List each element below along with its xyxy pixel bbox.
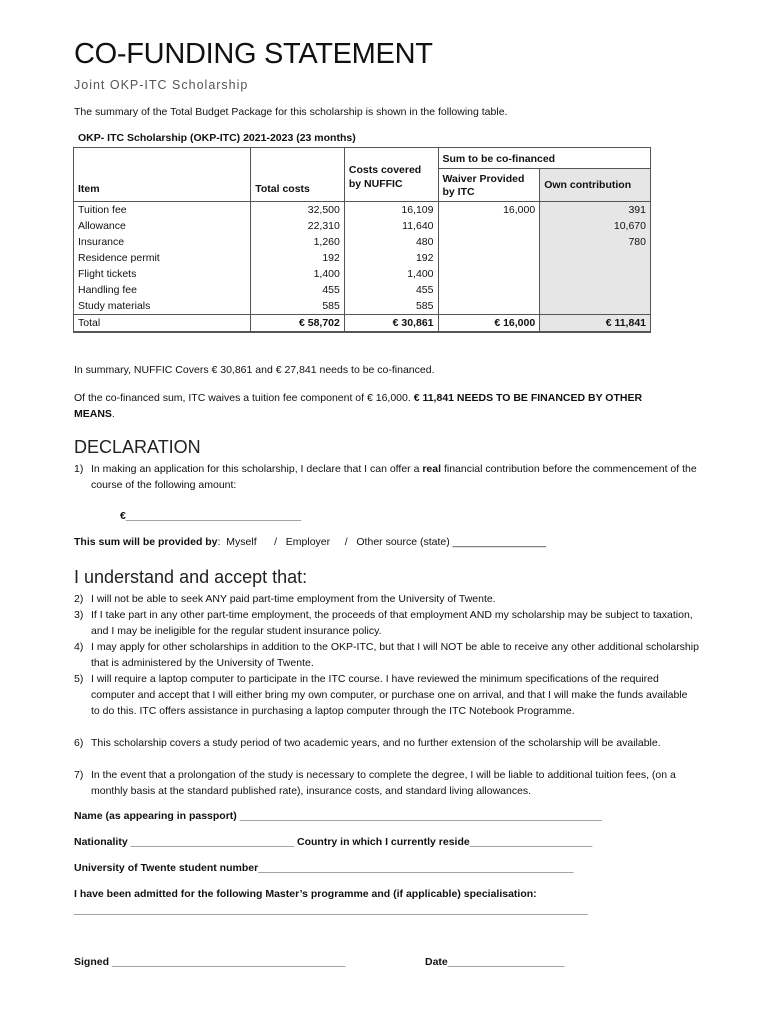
total-own-value: € 11,841 xyxy=(540,315,651,333)
list-number: 1) xyxy=(74,463,84,475)
header-nuffic: Costs covered by NUFFIC xyxy=(344,148,438,202)
header-cofinanced: Sum to be co-financed xyxy=(438,148,651,169)
nationality-field[interactable]: Nationality ____________________________ Country in which I currently reside_____________________ xyxy=(74,836,593,848)
table-row xyxy=(74,218,651,234)
cell-item: Allowance xyxy=(74,218,251,234)
page-title: CO-FUNDING STATEMENT xyxy=(74,38,433,70)
list-number: 6) xyxy=(74,737,84,749)
programme-label: I have been admitted for the following Master’s programme and (if applicable) specialisation: xyxy=(74,888,537,900)
header-total: Total costs xyxy=(251,148,345,202)
table-caption: OKP- ITC Scholarship (OKP-ITC) 2021-2023 (23 months) xyxy=(78,132,356,144)
student-number-field[interactable]: University of Twente student number______________________________________________________ xyxy=(74,862,574,874)
cell-own: 10,670 xyxy=(540,218,651,234)
accept-item xyxy=(74,767,699,799)
cell-own: 780 xyxy=(540,234,651,250)
cell-item: Flight tickets xyxy=(74,266,251,282)
header-own: Own contribution xyxy=(540,169,651,202)
cell-total: 32,500 xyxy=(251,202,345,219)
page-subtitle: Joint OKP-ITC Scholarship xyxy=(74,78,249,92)
summary-financing xyxy=(74,390,684,422)
accept-text: In the event that a prolongation of the study is necessary to complete the degree, I will be liable to additional tuition fees, (on a monthly basis at the standard published rate), insurance costs, and standard living allowances. xyxy=(91,769,676,797)
programme-field[interactable]: ________________________________________________________________________________________ xyxy=(74,904,588,916)
cell-item: Study materials xyxy=(74,298,251,315)
list-number: 4) xyxy=(74,641,84,653)
total-label: Total xyxy=(74,315,251,333)
header-item: Item xyxy=(74,148,251,202)
accept-text: If I take part in any other part-time employment, the proceeds of that employment AND my scholarship may be subject to taxation, and I may be ineligible for the regular student insurance policy. xyxy=(91,609,693,637)
intro-text: The summary of the Total Budget Package for this scholarship is shown in the following table. xyxy=(74,106,508,118)
accept-item xyxy=(74,591,699,607)
cell-waiver xyxy=(438,234,540,250)
declaration-heading: DECLARATION xyxy=(74,437,201,457)
cell-waiver: 16,000 xyxy=(438,202,540,219)
declaration-text: In making an application for this scholarship, I declare that I can offer a xyxy=(91,463,420,475)
cell-total: 585 xyxy=(251,298,345,315)
accept-item xyxy=(74,671,699,719)
declaration-text-end: financial contribution before the commencement of the course of the following amount: xyxy=(91,463,697,491)
cell-item: Tuition fee xyxy=(74,202,251,219)
cell-total: 192 xyxy=(251,250,345,266)
table-header-row xyxy=(74,148,651,169)
budget-table xyxy=(73,147,651,333)
cell-nuffic: 11,640 xyxy=(344,218,438,234)
accept-text: I will not be able to seek ANY paid part-time employment from the University of Twente. xyxy=(91,593,496,605)
cell-nuffic: 192 xyxy=(344,250,438,266)
cell-own xyxy=(540,266,651,282)
cell-nuffic: 1,400 xyxy=(344,266,438,282)
cell-item: Insurance xyxy=(74,234,251,250)
table-row xyxy=(74,298,651,315)
total-costs-value: € 58,702 xyxy=(251,315,345,333)
table-total-row xyxy=(74,315,651,333)
cell-waiver xyxy=(438,218,540,234)
list-number: 7) xyxy=(74,769,84,781)
cell-waiver xyxy=(438,266,540,282)
accept-item xyxy=(74,639,699,671)
provided-by-line[interactable] xyxy=(74,536,546,548)
cell-total: 455 xyxy=(251,282,345,298)
table-row xyxy=(74,250,651,266)
cell-item: Residence permit xyxy=(74,250,251,266)
accept-text: I will require a laptop computer to participate in the ITC course. I have reviewed the minimum specifications of the required computer and accept that I will either bring my own computer, or purchase one on arrival, and that I will make the funds available to do this. ITC offers assistance in purchasing a laptop computer through the ITC Notebook Programme. xyxy=(91,673,688,717)
cell-total: 1,400 xyxy=(251,266,345,282)
provided-by-options[interactable]: : Myself / Employer / Other source (state) ________________ xyxy=(217,536,547,548)
accept-heading: I understand and accept that: xyxy=(74,567,308,587)
summary-financing-text: Of the co-financed sum, ITC waives a tuition fee component of € 16,000. xyxy=(74,392,411,404)
cell-own xyxy=(540,298,651,315)
cell-waiver xyxy=(438,250,540,266)
passport-name-field[interactable]: Name (as appearing in passport) ______________________________________________________________ xyxy=(74,810,602,822)
cell-nuffic: 585 xyxy=(344,298,438,315)
cell-item: Handling fee xyxy=(74,282,251,298)
cell-waiver xyxy=(438,282,540,298)
header-waiver: Waiver Provided by ITC xyxy=(438,169,540,202)
summary-text: In summary, NUFFIC Covers € 30,861 and € 27,841 needs to be co-financed. xyxy=(74,364,435,376)
cell-own: 391 xyxy=(540,202,651,219)
total-waiver-value: € 16,000 xyxy=(438,315,540,333)
total-nuffic-value: € 30,861 xyxy=(344,315,438,333)
summary-financing-bold: € 11,841 NEEDS TO BE FINANCED BY OTHER MEANS xyxy=(74,392,643,420)
cell-own xyxy=(540,250,651,266)
table-row xyxy=(74,202,651,219)
accept-item xyxy=(74,735,699,751)
list-number: 3) xyxy=(74,609,84,621)
table-row xyxy=(74,282,651,298)
signature-field[interactable]: Signed ________________________________________ xyxy=(74,956,346,968)
accept-text: I may apply for other scholarships in addition to the OKP-ITC, but that I will NOT be able to receive any other additional scholarship that is administered by the University of Twente. xyxy=(91,641,699,669)
cell-nuffic: 455 xyxy=(344,282,438,298)
table-row xyxy=(74,234,651,250)
declaration-item-1 xyxy=(74,461,699,493)
cell-own xyxy=(540,282,651,298)
cell-total: 1,260 xyxy=(251,234,345,250)
summary-financing-end: . xyxy=(111,408,115,420)
cell-total: 22,310 xyxy=(251,218,345,234)
table-row xyxy=(74,266,651,282)
amount-field[interactable]: €______________________________ xyxy=(120,510,302,522)
list-number: 5) xyxy=(74,673,84,685)
list-number: 2) xyxy=(74,593,84,605)
cell-nuffic: 480 xyxy=(344,234,438,250)
declaration-emphasis: real xyxy=(422,463,442,475)
date-field[interactable]: Date____________________ xyxy=(425,956,565,968)
accept-item xyxy=(74,607,699,639)
cell-waiver xyxy=(438,298,540,315)
provided-by-label: This sum will be provided by xyxy=(74,536,218,548)
cell-nuffic: 16,109 xyxy=(344,202,438,219)
accept-text: This scholarship covers a study period of two academic years, and no further extension of the scholarship will be available. xyxy=(91,737,661,749)
